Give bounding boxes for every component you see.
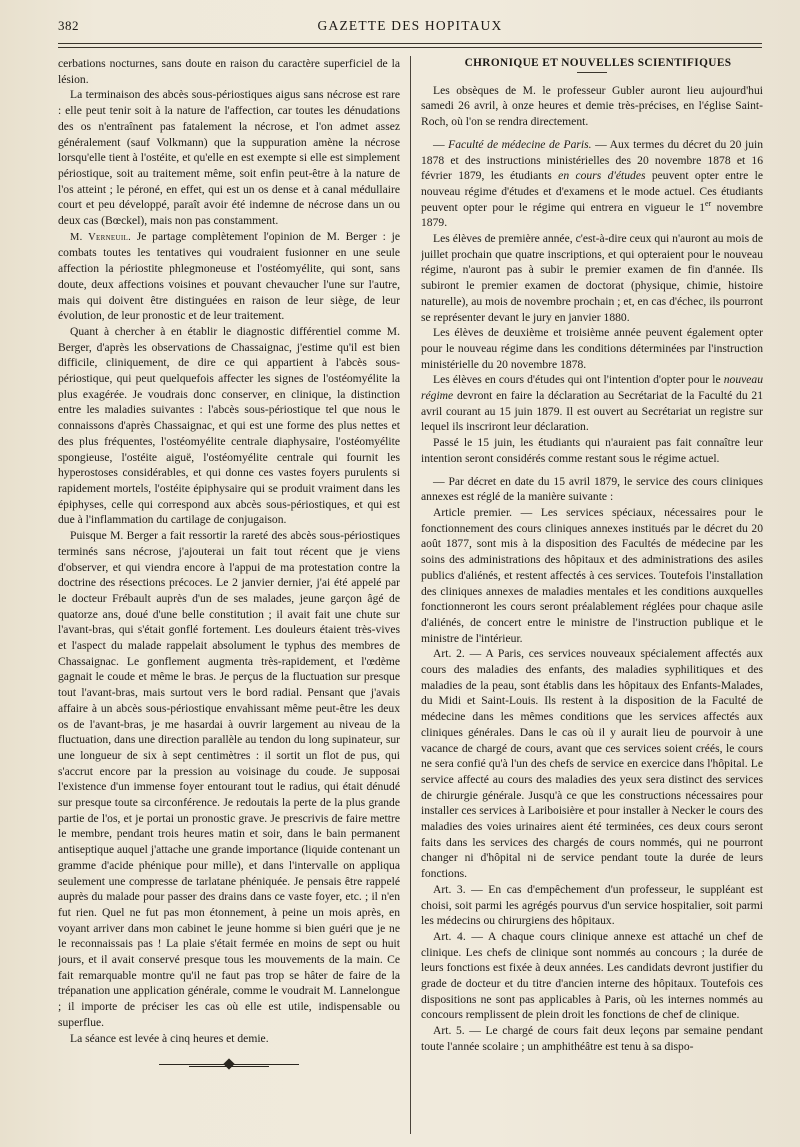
italic-text: nouveau régime — [421, 373, 763, 403]
paragraph: Article premier. — Les services spéciaux, nécessaires pour le fonctionnement des cours cliniques annexes institués par le décret du 20 août 1877, sont mis à la disposition des Facultés de médecine par les soins des administrations des hôpitaux et des administrations des asiles publics d'aliénés, et restent affectés à ces services. Toutefois l'installation des cliniques annexes de maladies mentales et les conditions auxquelles fonctionneront les cours seront préalablement réglées pour chaque asile d'aliénés, de concert entre le ministre de l'instruction publique et le ministre de l'intérieur. — [421, 505, 763, 645]
paragraph: La terminaison des abcès sous-périostiques aigus sans nécrose est rare : elle peut tenir soit à la nature de l'affection, car toutes les dénudations des os n'entraînent pas fatalement la nécrose, et l'on admet assez généralement (sauf Volkmann) que la suppuration amène la nécrose lorsqu'elle tient à l'ostéite, et qu'elle en est exempte si elle est simplement périostique, soit au traitement même, soit enfin peut-être à la nature de l'os atteint ; le péroné, en effet, qui est un os dense et à canal médullaire court et peu développé, paraît avoir été indemne de nécrose dans un ou deux cas (Bœckel), mais non pas constamment. — [58, 88, 400, 228]
dash: — — [433, 137, 449, 151]
right-column — [421, 56, 763, 1136]
paragraph: Les élèves de première année, c'est-à-dire ceux qui n'auront au mois de juillet prochain que quatre inscriptions, et qui opteraient pour le nouveau régime, n'auront pas à subir le premier examen de fin d'année. Ils subiront le premier examen de doctorat (physique, chimie, histoire naturelle), au mois de novembre prochain ; et, en cas d'échec, ils pourront se représenter devant le jury en janvier 1880. — [421, 232, 763, 324]
section-title: CHRONIQUE ET NOUVELLES SCIENTIFIQUES — [464, 57, 732, 69]
speaker-name: M. Verneuil. — [70, 231, 131, 243]
italic-text: en cours d'études — [558, 169, 646, 183]
paragraph: Art. 5. — Le chargé de cours fait deux leçons par semaine pendant toute l'année scolaire ; un amphithéâtre est tenu à sa dispo- — [421, 1024, 763, 1053]
paragraph-text: novembre 1879. — [421, 200, 763, 230]
paragraph — [58, 229, 400, 324]
paragraph: Quant à chercher à en établir le diagnostic différentiel comme M. Berger, d'après les observations de Chassaignac, j'estime qu'il est bien difficile, cliniquement, de dire ce qui appartient à l'abcès sous-périostique, qui peut quelquefois affecter les signes de l'ostéomyélite la plus exagérée. Je voudrais donc conserver, en clinique, la distinction entre les maladies suivantes : l'abcès sous-périostique tel que nous le connaissons d'après Chassaignac, et qui est une forme des plus nettes et des plus fréquentes, l'ostéomyélite centrale diaphysaire, l'ostéomyélite spongieuse, l'ostéite aiguë, l'ostéomyélite centrale qui fournit les hyperostoses considérables, et qui donne ces vastes foyers purulents si rapidement mortels, l'ostéite épiphysaire qui se produit vraiment dans les épiphyses, celle qui correspond aux abcès sous-périostiques, et qui est due à l'inflammation du cartilage de conjugaison. — [58, 324, 400, 527]
paragraph: Art. 2. — A Paris, ces services nouveaux spécialement affectés aux cours des maladies des enfants, des maladies syphilitiques et des maladies de la peau, sont établis dans les hôpitaux des Enfants-Malades, du Midi et Saint-Louis. Ils restent à la disposition de la Faculté de médecine dans les mêmes conditions que les services affectés aux cliniques générales. Dans le cas où il y aurait lieu de pourvoir à une vacance de chargé de cours, avant que ces services soient créés, le cours ne sera confié qu'à l'un des chefs de service en exercice dans l'hôpital. Le service affecté au cours des maladies des yeux sera distinct des services de chirurgie générale. Jusqu'à ce que les constructions nécessaires pour installer ces services à Lariboisière et pour installer à Necker le cours des maladies des voies urinaires aient été terminées, ces deux cours seront faits dans les services des chargés de cours nommés, qui ne pourront changer ni d'hôpital ni de service pendant toute la durée de leurs fonctions. — [421, 647, 763, 881]
paragraph: Art. 3. — En cas d'empêchement d'un professeur, le suppléant est choisi, soit parmi les agrégés pourvus d'un service hospitalier, soit parmi les médecins ou chirurgiens des hôpitaux. — [421, 882, 763, 928]
page-number: 382 — [58, 18, 79, 33]
paragraph: Art. 4. — A chaque cours clinique annexe est attaché un chef de clinique. Les chefs de clinique sont nommés au concours ; la durée de leurs fonctions est fixée à deux années. Les candidats devront justifier du grade de docteur et du titre d'ancien interne des hôpitaux. Toutefois ces dispositions ne sont pas applicables à Paris, où les internes nommés au concours remplissent de plein droit les fonctions de chef de clinique. — [421, 929, 763, 1022]
paragraph-text: Les élèves en cours d'études qui ont l'intention d'opter pour le — [433, 373, 724, 387]
paragraph: cerbations nocturnes, sans doute en raison du caractère superficiel de la lésion. — [58, 57, 400, 86]
paragraph-text: peuvent opter entre le nouveau régime d'études et d'examens et le mode actuel. Ces étudiants peuvent opter pour le régime qui entrera en vigueur le 1 — [421, 169, 763, 214]
italic-heading: Faculté de médecine de Paris. — [448, 137, 592, 151]
paragraph-text: — Aux termes du décret du 20 juin 1878 et des instructions ministérielles des 20 novembre 1878 et 16 février 1879, les étudiants — [421, 137, 763, 183]
end-ornament — [159, 1060, 299, 1070]
paragraph — [421, 372, 763, 435]
paragraph: Les obsèques de M. le professeur Gubler auront lieu aujourd'hui samedi 26 avril, à onze heures et demie très-précises, en l'église Saint-Roch, où l'on se rendra directement. — [421, 83, 763, 129]
paragraph: Les élèves de deuxième et troisième année peuvent également opter pour le nouveau régime dans les conditions déterminées par l'instruction ministérielle du 20 novembre 1878. — [421, 326, 763, 371]
header-rule — [58, 43, 762, 44]
paragraph: — Par décret en date du 15 avril 1879, le service des cours cliniques annexes est réglé de la manière suivante : — [421, 474, 763, 504]
column-separator — [410, 56, 411, 1134]
paragraph: Passé le 15 juin, les étudiants qui n'auraient pas fait connaître leur intention seront considérés comme restant sous le régime actuel. — [421, 436, 763, 465]
header-rule-double — [58, 47, 762, 48]
running-title: GAZETTE DES HOPITAUX — [317, 18, 503, 33]
paragraph-text: Je partage complètement l'opinion de M. Berger : je combats toutes les tentatives qui voudraient fusionner en une seule affection la périostite phlegmoneuse et l'ostéomyélite, qui sont, sans doute, deux affections voisines et pouvant chevaucher l'une sur l'autre, mais qui doivent être distinguées en raison de leur siège, de leur évolution, de leur pronostic et de leur traitement. — [58, 229, 400, 323]
superscript: er — [705, 198, 712, 208]
paragraph — [421, 137, 763, 231]
closing-line: La séance est levée à cinq heures et demie. — [70, 1031, 269, 1045]
left-column — [58, 56, 400, 1136]
title-rule — [577, 72, 607, 73]
paragraph: Puisque M. Berger a fait ressortir la rareté des abcès sous-périostiques terminés sans nécrose, j'ajouterai un fait tout récent que je viens d'observer, et qui viendra encore à l'appui de ma protestation contre la doctrine des résections précoces. Le 2 janvier dernier, j'ai été appelé par le docteur Frébault auprès d'un de ses malades, jeune garçon âgé de quatorze ans, doué d'une belle constitution ; il avait fait une chute sur l'avant-bras, qui s'était gonflé fortement. Les douleurs étaient très-vives et l'aspect du malade rappelait absolument le typhus des membres de Chassaignac. Le gonflement augmenta très-rapidement, et l'œdème gagnait le coude et même le bras. Je perçus de la fluctuation sur presque tout l'avant-bras, mais surtout vers le bord radial. Pensant que j'avais affaire à un abcès sous-périostique envahissant même peut-être les deux os de l'avant-bras, je me hasardai à ouvrir largement au niveau de la fluctuation, dans une direction parallèle au tendon du long supinateur, sur une longueur de six à sept centimètres : il sortit un flot de pus, qui s'accrut encore par la pression au voisinage du coude. Je supposai l'existence d'un immense foyer entourant tout le radius, qui était dénudé sur presque toute sa circonférence. Je redoutais la perte de la plus grande partie de l'os, et je portai un pronostic grave. Je prescrivis de faire mettre le membre, pendant trois heures matin et soir, dans le bain permanent antiseptique auquel j'attache une grande importance (liquide contenant un gramme d'acide phénique pour mille), et dans l'intervalle on appliqua seulement une compresse de tarlatane phéniquée. Je pensais être rappelé auprès du malade pour passer des drains dans ce vaste foyer, etc. ; il n'en fut rien. Quel ne fut pas mon étonnement, à peine un mois après, en voyant arriver dans mon cabinet le jeune homme si bien guéri que je ne le reconnaissais pas ! La plaie s'était fermée en moins de sept ou huit jours, et il avait conservé presque tous les mouvements de la main. Ce fait remarquable montre qu'il ne faut pas trop se hâter de faire de la trépanation une application générale, comme le voudrait M. Lannelongue ; il importe de préciser les cas où elle est utile, indispensable ou superflue. — [58, 529, 400, 1029]
page-header — [58, 16, 762, 38]
paragraph-text: devront en faire la déclaration au Secrétariat de la Faculté du 21 avril courant au 15 juin 1879. Il est ouvert au Secrétariat un registre sur lequel ils inscriront leur déclaration. — [421, 389, 763, 434]
